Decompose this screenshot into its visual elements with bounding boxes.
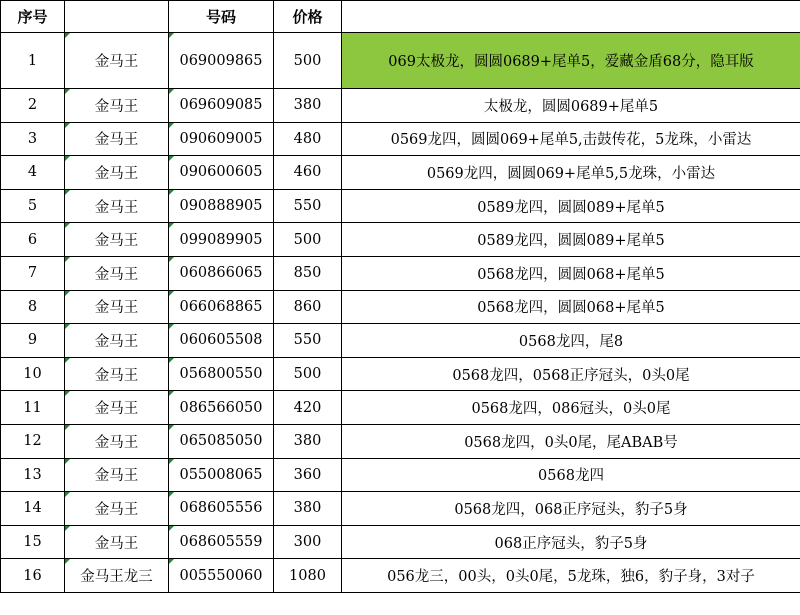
- row-price-cell: 500: [274, 33, 342, 89]
- row-name-cell: 金马王: [65, 391, 169, 425]
- row-price-cell: 480: [274, 122, 342, 156]
- table-row: [1, 189, 800, 223]
- row-number-cell: 060866065: [169, 256, 274, 290]
- row-number-cell: 005550060: [169, 559, 274, 593]
- row-no-cell: 2: [1, 89, 65, 123]
- row-number-cell: 068605559: [169, 525, 274, 559]
- row-number-cell: 056800550: [169, 357, 274, 391]
- row-number-cell: 069609085: [169, 89, 274, 123]
- row-no-cell: 9: [1, 324, 65, 358]
- row-desc-cell: 0568龙四: [342, 458, 800, 492]
- row-desc-cell: 0568龙四，圆圆068+尾单5: [342, 290, 800, 324]
- table-row: [1, 357, 800, 391]
- table-row: [1, 33, 800, 89]
- row-name-cell: 金马王: [65, 223, 169, 257]
- row-no-cell: 15: [1, 525, 65, 559]
- row-name-cell: 金马王: [65, 525, 169, 559]
- row-no-cell: 6: [1, 223, 65, 257]
- row-desc-cell: 0568龙四，086冠头，0头0尾: [342, 391, 800, 425]
- table-row: [1, 324, 800, 358]
- row-number-cell: 099089905: [169, 223, 274, 257]
- table-row: [1, 391, 800, 425]
- header-name: [65, 1, 169, 33]
- row-no-cell: 16: [1, 559, 65, 593]
- table-row: [1, 156, 800, 190]
- row-no-cell: 13: [1, 458, 65, 492]
- row-no-cell: 3: [1, 122, 65, 156]
- table-row: [1, 492, 800, 526]
- header-number: 号码: [169, 1, 274, 33]
- row-no-cell: 4: [1, 156, 65, 190]
- row-no-cell: 8: [1, 290, 65, 324]
- row-name-cell: 金马王: [65, 357, 169, 391]
- row-number-cell: 090609005: [169, 122, 274, 156]
- row-desc-cell: 069太极龙，圆圆0689+尾单5，爱藏金盾68分，隐耳版: [342, 33, 800, 89]
- row-price-cell: 300: [274, 525, 342, 559]
- row-price-cell: 550: [274, 189, 342, 223]
- row-desc-cell: 056龙三，00头，0头0尾，5龙珠，独6，豹子身，3对子: [342, 559, 800, 593]
- row-desc-cell: 0568龙四，068正序冠头，豹子5身: [342, 492, 800, 526]
- row-desc-cell: 0568龙四，0头0尾，尾ABAB号: [342, 424, 800, 458]
- header-price: 价格: [274, 1, 342, 33]
- row-price-cell: 460: [274, 156, 342, 190]
- table-row: [1, 290, 800, 324]
- row-desc-cell: 068正序冠头，豹子5身: [342, 525, 800, 559]
- row-number-cell: 066068865: [169, 290, 274, 324]
- row-price-cell: 420: [274, 391, 342, 425]
- row-name-cell: 金马王: [65, 189, 169, 223]
- row-price-cell: 550: [274, 324, 342, 358]
- table-row: [1, 559, 800, 593]
- row-name-cell: 金马王: [65, 122, 169, 156]
- row-price-cell: 860: [274, 290, 342, 324]
- row-name-cell: 金马王: [65, 458, 169, 492]
- row-desc-cell: 0569龙四，圆圆069+尾单5,击鼓传花，5龙珠，小雷达: [342, 122, 800, 156]
- row-number-cell: 060605508: [169, 324, 274, 358]
- row-name-cell: 金马王: [65, 33, 169, 89]
- row-number-cell: 068605556: [169, 492, 274, 526]
- row-name-cell: 金马王: [65, 256, 169, 290]
- row-desc-cell: 0568龙四，尾8: [342, 324, 800, 358]
- row-desc-cell: 0569龙四，圆圆069+尾单5,5龙珠，小雷达: [342, 156, 800, 190]
- row-no-cell: 11: [1, 391, 65, 425]
- row-price-cell: 380: [274, 424, 342, 458]
- row-number-cell: 069009865: [169, 33, 274, 89]
- row-number-cell: 065085050: [169, 424, 274, 458]
- row-no-cell: 12: [1, 424, 65, 458]
- header-row: [1, 1, 800, 33]
- row-desc-cell: 0568龙四，0568正序冠头，0头0尾: [342, 357, 800, 391]
- table-row: [1, 223, 800, 257]
- row-name-cell: 金马王: [65, 424, 169, 458]
- row-name-cell: 金马王: [65, 324, 169, 358]
- row-price-cell: 380: [274, 89, 342, 123]
- table-row: [1, 122, 800, 156]
- row-name-cell: 金马王龙三: [65, 559, 169, 593]
- row-price-cell: 380: [274, 492, 342, 526]
- row-price-cell: 1080: [274, 559, 342, 593]
- row-name-cell: 金马王: [65, 492, 169, 526]
- row-name-cell: 金马王: [65, 89, 169, 123]
- row-price-cell: 360: [274, 458, 342, 492]
- row-name-cell: 金马王: [65, 290, 169, 324]
- row-no-cell: 10: [1, 357, 65, 391]
- table-row: [1, 89, 800, 123]
- row-no-cell: 7: [1, 256, 65, 290]
- row-price-cell: 500: [274, 357, 342, 391]
- row-name-cell: 金马王: [65, 156, 169, 190]
- table-row: [1, 256, 800, 290]
- row-number-cell: 090600605: [169, 156, 274, 190]
- table-row: [1, 525, 800, 559]
- row-number-cell: 086566050: [169, 391, 274, 425]
- header-desc: [342, 1, 800, 33]
- row-price-cell: 850: [274, 256, 342, 290]
- row-desc-cell: 0589龙四，圆圆089+尾单5: [342, 223, 800, 257]
- row-no-cell: 14: [1, 492, 65, 526]
- row-no-cell: 1: [1, 33, 65, 89]
- table-row: [1, 424, 800, 458]
- row-no-cell: 5: [1, 189, 65, 223]
- row-number-cell: 055008065: [169, 458, 274, 492]
- row-desc-cell: 0589龙四，圆圆089+尾单5: [342, 189, 800, 223]
- table-row: [1, 458, 800, 492]
- row-desc-cell: 太极龙，圆圆0689+尾单5: [342, 89, 800, 123]
- header-no: 序号: [1, 1, 65, 33]
- row-desc-cell: 0568龙四，圆圆068+尾单5: [342, 256, 800, 290]
- row-number-cell: 090888905: [169, 189, 274, 223]
- row-price-cell: 500: [274, 223, 342, 257]
